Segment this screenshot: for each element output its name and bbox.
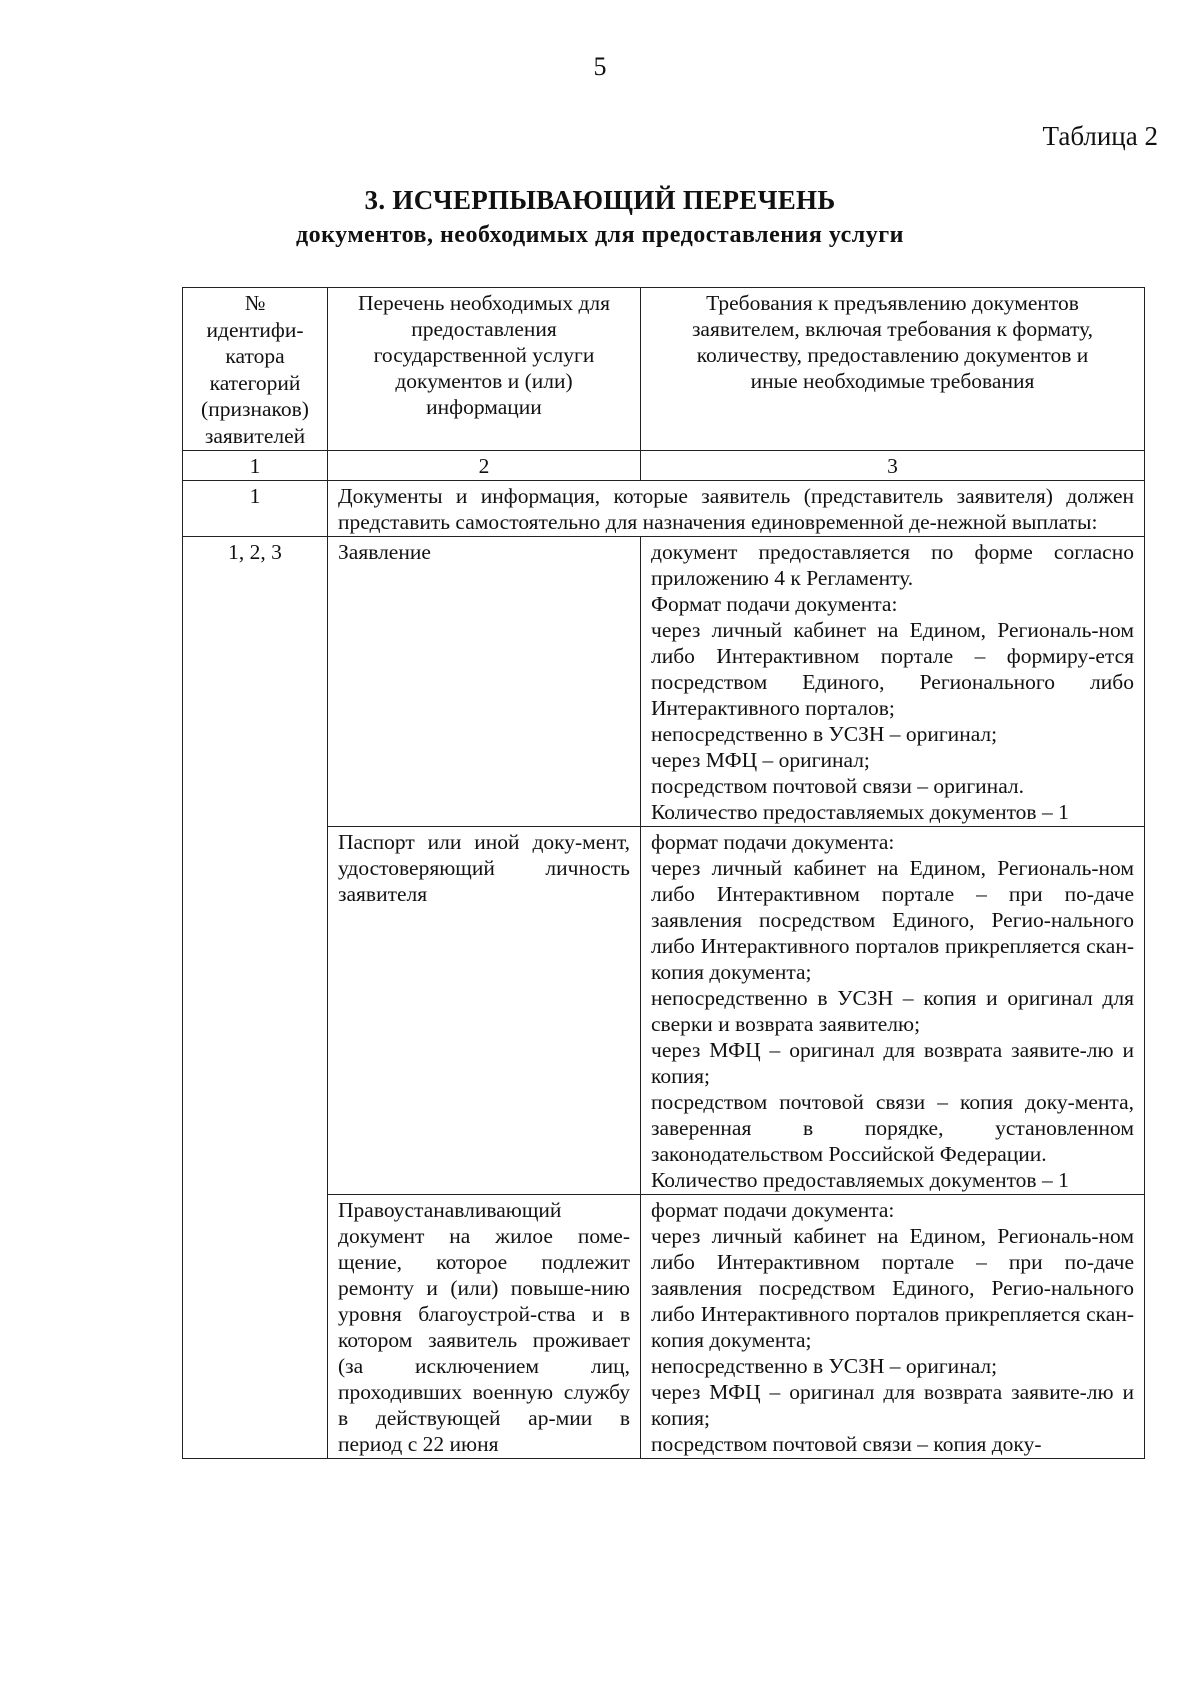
header-col-id-line: катора xyxy=(225,344,285,368)
requirement-line: через личный кабинет на Едином, Региональ-ном либо Интерактивном портале – при по-даче заявления посредством Единого, Регио-нального либо Интерактивного порталов прикрепляется скан-копия документа; xyxy=(651,856,1134,984)
document-name: Правоустанавливающий документ на жилое поме-щение, которое подлежит ремонту и (или) повыше-нию уровня благоустрой-ства и в котором заявитель проживает (за исключением лиц, проходивших военную службу в действующей ар-мии в период с 22 июня xyxy=(328,1195,641,1459)
header-col-requirements-line: Требования к предъявлению документов xyxy=(706,291,1079,315)
category-ids: 1, 2, 3 xyxy=(183,537,328,1459)
header-col-id-line: (признаков) xyxy=(201,397,309,421)
column-number: 3 xyxy=(641,451,1145,481)
column-number: 1 xyxy=(183,451,328,481)
table-row xyxy=(183,827,1145,1195)
header-col-id xyxy=(183,288,328,451)
section-row xyxy=(183,481,1145,537)
requirement-line: непосредственно в УСЗН – оригинал; xyxy=(651,722,998,746)
document-title: 3. ИСЧЕРПЫВАЮЩИЙ ПЕРЕЧЕНЬ xyxy=(364,185,836,215)
header-col-document-line: документов и (или) xyxy=(395,369,573,393)
document-subtitle: документов, необходимых для предоставления услуги xyxy=(296,222,904,248)
table-label: Таблица 2 xyxy=(1042,121,1158,151)
requirement-line: формат подачи документа: xyxy=(651,830,895,854)
document-name: Паспорт или иной доку-мент, удостоверяющий личность заявителя xyxy=(328,827,641,1195)
document-name: Заявление xyxy=(328,537,641,827)
requirement-line: непосредственно в УСЗН – копия и оригинал для сверки и возврата заявителю; xyxy=(651,986,1134,1036)
header-col-requirements xyxy=(641,288,1145,451)
document-requirements xyxy=(641,827,1145,1195)
header-col-requirements-line: количеству, предоставлению документов и xyxy=(696,343,1089,367)
page-number: 5 xyxy=(593,52,607,81)
header-col-document-line: государственной услуги xyxy=(373,343,595,367)
requirement-line: непосредственно в УСЗН – оригинал; xyxy=(651,1354,998,1378)
documents-table xyxy=(182,287,1145,1459)
table-row xyxy=(183,1195,1145,1459)
header-col-id-line: идентифи- xyxy=(206,317,304,342)
header-col-document-line: информации xyxy=(426,395,542,419)
requirement-line: Количество предоставляемых документов – 1 xyxy=(651,1168,1069,1192)
column-number-row xyxy=(183,451,1145,481)
requirement-line: через МФЦ – оригинал для возврата заявите-лю и копия; xyxy=(651,1038,1134,1088)
requirement-line: через МФЦ – оригинал для возврата заявите-лю и копия; xyxy=(651,1380,1134,1430)
requirement-line: Формат подачи документа: xyxy=(651,592,898,616)
header-col-id-line: заявителей xyxy=(204,423,306,448)
requirement-line: посредством почтовой связи – копия доку-мента, заверенная в порядке, установленном законодательством Российской Федерации. xyxy=(651,1090,1134,1166)
header-col-id-line: категорий xyxy=(209,370,301,395)
document-requirements xyxy=(641,537,1145,827)
requirement-line: посредством почтовой связи – оригинал. xyxy=(651,774,1025,798)
header-col-document xyxy=(328,288,641,451)
column-number: 2 xyxy=(328,451,641,481)
header-col-requirements-line: иные необходимые требования xyxy=(750,369,1035,393)
section-text: Документы и информация, которые заявитель (представитель заявителя) должен представить самостоятельно для назначения единовременной де-нежной выплаты: xyxy=(328,481,1145,537)
table-row xyxy=(183,537,1145,827)
header-col-document-line: Перечень необходимых для xyxy=(357,291,611,315)
requirement-line: через личный кабинет на Едином, Региональ-ном либо Интерактивном портале – формиру-ется посредством Единого, Регионального либо Интерактивного порталов; xyxy=(651,618,1134,720)
requirement-line: через личный кабинет на Едином, Региональ-ном либо Интерактивном портале – при по-даче заявления посредством Единого, Регио-нального либо Интерактивного порталов прикрепляется скан-копия документа; xyxy=(651,1224,1134,1352)
document-requirements xyxy=(641,1195,1145,1459)
requirement-line: Количество предоставляемых документов – 1 xyxy=(651,800,1069,824)
header-col-document-line: предоставления xyxy=(411,317,557,341)
requirement-line: формат подачи документа: xyxy=(651,1198,895,1222)
requirement-line: документ предоставляется по форме согласно приложению 4 к Регламенту. xyxy=(651,540,1134,590)
section-id: 1 xyxy=(183,481,328,537)
header-col-id-line: № xyxy=(244,291,266,315)
header-col-requirements-line: заявителем, включая требования к формату, xyxy=(691,317,1094,341)
requirement-line: посредством почтовой связи – копия доку- xyxy=(651,1432,1042,1456)
table-header-row xyxy=(183,288,1145,451)
requirement-line: через МФЦ – оригинал; xyxy=(651,748,870,772)
